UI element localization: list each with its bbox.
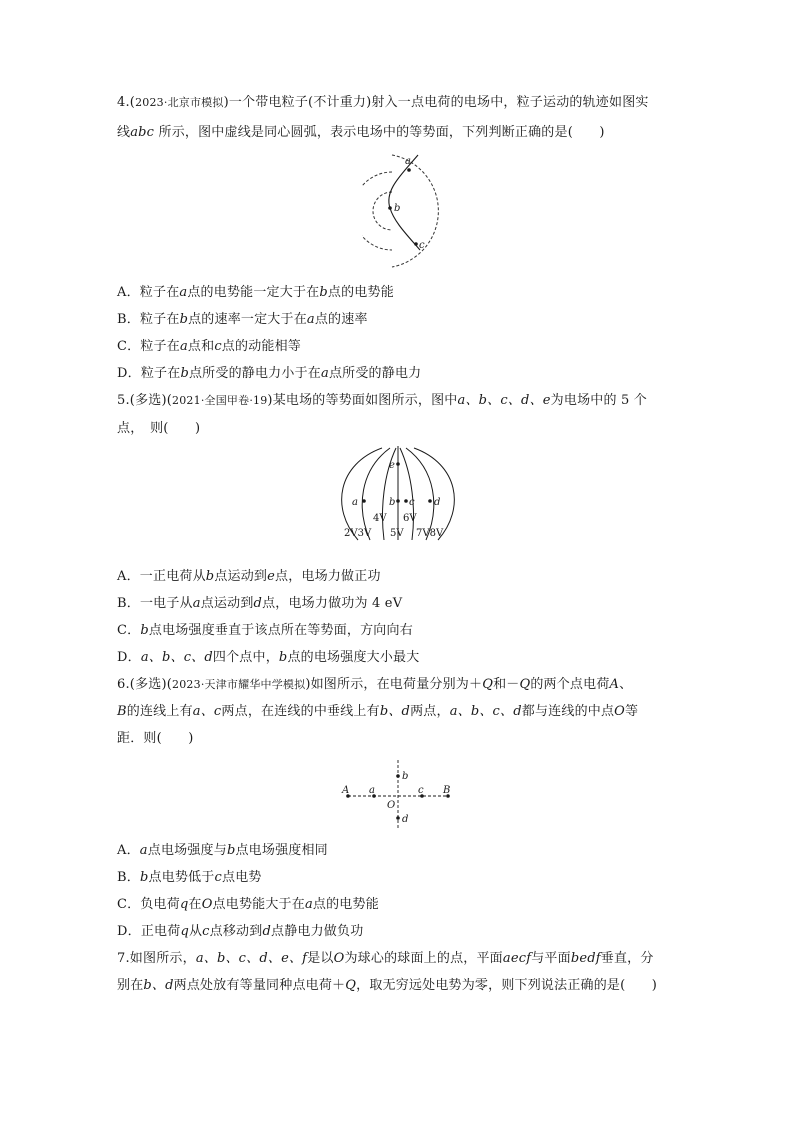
- q6-label-c: c: [418, 785, 424, 796]
- q6-line-1: 6.(多选)(2023·天津市耀华中学模拟)如图所示，在电荷量分别为＋Q和－Q的两个点电荷A、: [117, 677, 633, 692]
- q4-equipotential-middle: [362, 172, 392, 250]
- q4-source: 2023·北京市模拟: [135, 96, 224, 109]
- q4-label-c: c: [419, 240, 425, 251]
- q5-point-d: [428, 499, 432, 503]
- q4-point-b: [388, 206, 392, 210]
- q4-line-2: 线abc 所示，图中虚线是同心圆弧，表示电场中的等势面，下列判断正确的是( ): [117, 125, 605, 140]
- q5-point-e: [396, 462, 400, 466]
- q4-option-b: B．粒子在b点的速率一定大于在a点的速率: [117, 312, 368, 327]
- q6-label-d: d: [402, 814, 409, 825]
- q4-label-a: a: [405, 156, 411, 167]
- q6-label-A: A: [342, 785, 350, 796]
- q5-label-d: d: [434, 497, 441, 508]
- q5-label-a: a: [352, 497, 358, 508]
- q5-source: 2021·全国甲卷·19: [172, 394, 268, 407]
- q6-label-B: B: [443, 785, 451, 796]
- q5-option-b: B．一电子从a点运动到d点，电场力做功为 4 eV: [117, 596, 403, 611]
- q6-option-a: A．a点电场强度与b点电场强度相同: [117, 843, 328, 858]
- q5-line-2: 点， 则( ): [117, 421, 201, 436]
- q4-option-a: A．粒子在a点的电势能一定大于在b点的电势能: [117, 285, 394, 300]
- q6-label-b: b: [402, 771, 409, 782]
- q5-label-b: b: [389, 497, 396, 508]
- q4-label-b: b: [394, 203, 401, 214]
- q6-label-O: O: [387, 800, 396, 811]
- q5-option-d: D．a、b、c、d四个点中，b点的电场强度大小最大: [117, 650, 420, 665]
- q5-label-5v: 5V: [390, 528, 404, 539]
- q4-option-d: D．粒子在b点所受的静电力小于在a点所受的静电力: [117, 366, 422, 381]
- q6-option-c: C．负电荷q在O点电势能大于在a点的电势能: [117, 897, 379, 912]
- q6-point-d: [396, 816, 400, 820]
- q4-point-a: [407, 168, 411, 172]
- q5-point-c: [404, 499, 408, 503]
- q6-source: 2023·天津市耀华中学模拟: [172, 678, 306, 691]
- q6-option-b: B．b点电势低于c点电势: [117, 870, 262, 885]
- q5-label-2v3v: 2V3V: [344, 528, 372, 539]
- q7-line-1: 7.如图所示，a、b、c、d、e、f是以O为球心的球面上的点，平面aecf与平面bedf垂直，分: [117, 951, 654, 966]
- q5-equipotential-7v: [406, 448, 434, 540]
- q5-option-c: C．b点电场强度垂直于该点所在等势面，方向向右: [117, 623, 413, 638]
- q5-label-c: c: [409, 497, 415, 508]
- q7-line-2: 别在b、d两点处放有等量同种点电荷＋Q，取无穷远处电势为零，则下列说法正确的是( ): [117, 978, 658, 993]
- q5-label-6v: 6V: [403, 513, 417, 524]
- q5-equipotential-3v: [362, 448, 390, 540]
- q4-figure: [362, 150, 442, 270]
- q5-label-7v8v: 7V8V: [416, 528, 444, 539]
- q4-point-c: [414, 242, 418, 246]
- q6-line-3: 距．则( ): [117, 731, 194, 746]
- q5-option-a: A．一正电荷从b点运动到e点，电场力做正功: [117, 569, 381, 584]
- q5-figure: [336, 446, 460, 546]
- q5-point-a: [362, 499, 366, 503]
- q5-line-1: 5.(多选)(2021·全国甲卷·19)某电场的等势面如图所示，图中a、b、c、d、e为电场中的 5 个: [117, 393, 648, 408]
- q6-line-2: B的连线上有a、c两点，在连线的中垂线上有b、d两点，a、b、c、d都与连线的中点O等: [117, 704, 639, 719]
- q6-figure: [340, 758, 456, 832]
- q5-label-e: e: [389, 460, 395, 471]
- q5-label-4v: 4V: [373, 513, 387, 524]
- q4-line-1: 4.(2023·北京市模拟)一个带电粒子(不计重力)射入一点电荷的电场中，粒子运动的轨迹如图实: [117, 95, 649, 110]
- q4-option-c: C．粒子在a点和c点的动能相等: [117, 339, 301, 354]
- q6-point-b: [396, 774, 400, 778]
- q6-label-a: a: [369, 785, 375, 796]
- q5-point-b: [396, 499, 400, 503]
- q5-equipotential-6v: [400, 448, 414, 540]
- q6-option-d: D．正电荷q从c点移动到d点静电力做负功: [117, 924, 364, 939]
